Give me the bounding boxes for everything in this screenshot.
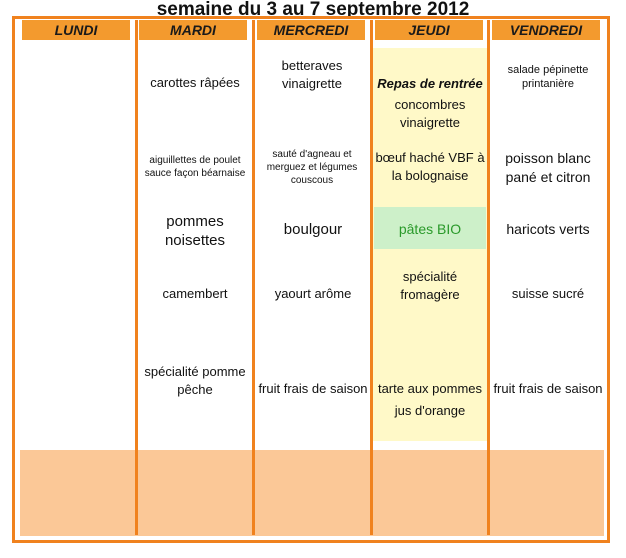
- jeudi-fromage: spécialité fromagère: [400, 269, 460, 302]
- page-title: semaine du 3 au 7 septembre 2012: [156, 0, 470, 20]
- column-divider: [252, 20, 255, 535]
- vendredi-fromage: suisse sucré: [511, 286, 585, 301]
- header-lundi: LUNDI: [22, 20, 130, 40]
- mardi-plat: aiguillettes de poulet sauce façon béarnaise: [144, 155, 246, 179]
- column-divider: [487, 20, 490, 535]
- mercredi-accompagnement: boulgour: [283, 221, 343, 238]
- mardi-fromage: camembert: [162, 286, 228, 301]
- vendredi-dessert: fruit frais de saison: [493, 381, 603, 396]
- header-mardi: MARDI: [139, 20, 247, 40]
- vendredi-accompagnement: haricots verts: [506, 221, 590, 237]
- jeudi-note: Repas de rentrée: [377, 76, 483, 91]
- jeudi-dessert-1: tarte aux pommes: [377, 381, 483, 396]
- mardi-dessert: spécialité pomme pêche: [144, 364, 246, 397]
- header-mercredi: MERCREDI: [257, 20, 365, 40]
- jeudi-entree: concombres vinaigrette: [394, 97, 466, 130]
- header-vendredi: VENDREDI: [492, 20, 600, 40]
- mercredi-plat: sauté d'agneau et merguez et légumes couscous: [266, 149, 358, 186]
- vendredi-plat: poisson blanc pané et citron: [505, 150, 591, 185]
- jeudi-dessert-2: jus d'orange: [394, 403, 466, 418]
- column-divider: [370, 20, 373, 535]
- column-divider: [135, 20, 138, 535]
- mercredi-fromage: yaourt arôme: [274, 286, 352, 301]
- jeudi-plat: bœuf haché VBF à la bolognaise: [375, 150, 485, 183]
- mercredi-entree: betteraves vinaigrette: [281, 58, 343, 91]
- vendredi-entree: salade pépinette printanière: [507, 64, 589, 90]
- mardi-accompagnement: pommes noisettes: [164, 213, 226, 249]
- mercredi-dessert: fruit frais de saison: [258, 381, 368, 396]
- mardi-entree: carottes râpées: [150, 75, 240, 90]
- header-jeudi: JEUDI: [375, 20, 483, 40]
- bottom-band: [20, 450, 604, 536]
- jeudi-accompagnement: pâtes BIO: [398, 221, 462, 237]
